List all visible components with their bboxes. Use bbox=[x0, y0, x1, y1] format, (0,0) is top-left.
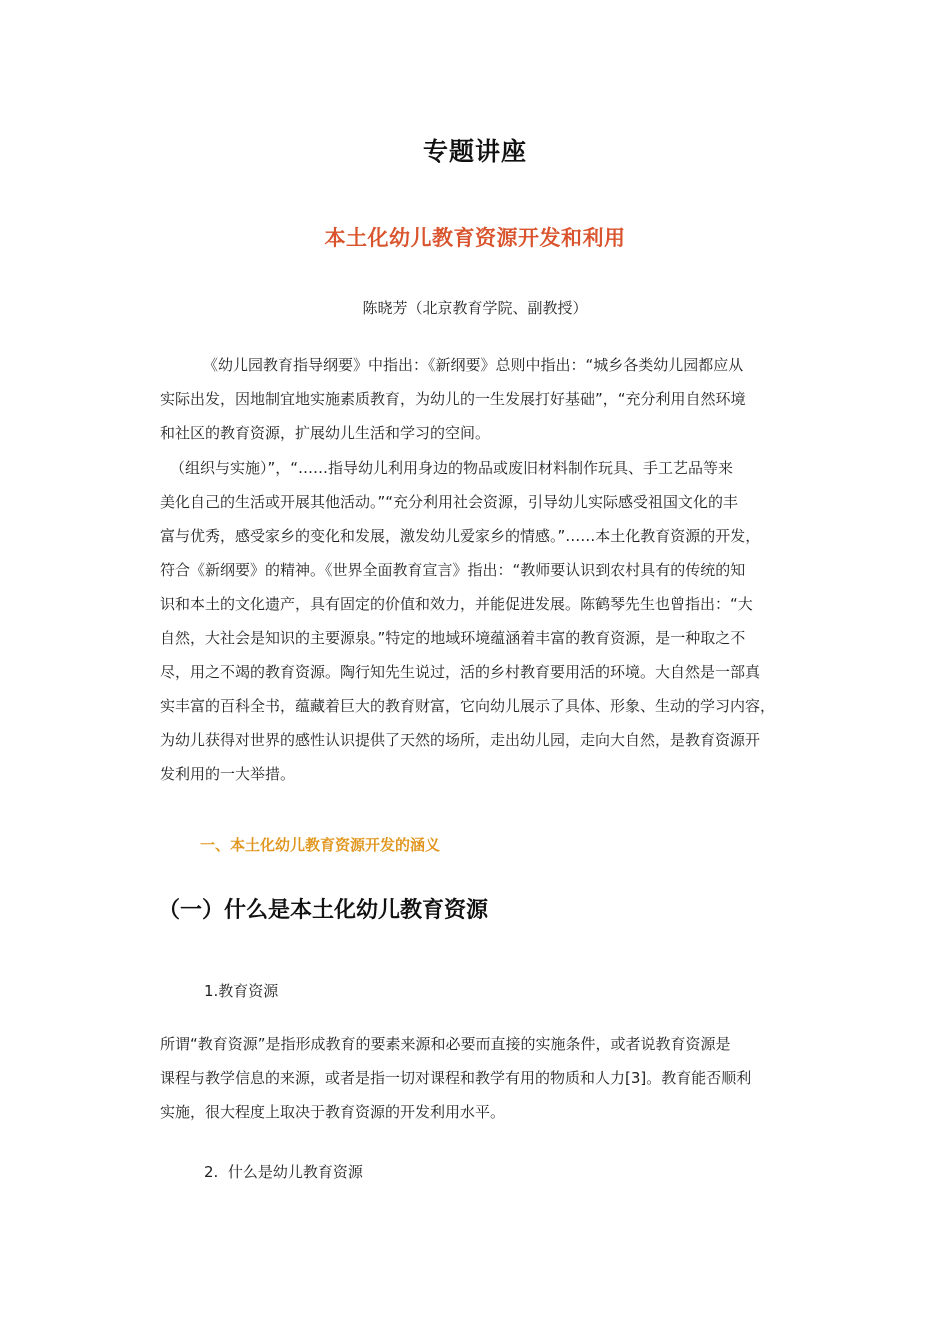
paragraph-line: 和社区的教育资源，扩展幼儿生活和学习的空间。 bbox=[160, 424, 491, 442]
paragraph-body bbox=[160, 451, 800, 791]
paragraph-line: 尽，用之不竭的教育资源。陶行知先生说过，活的乡村教育要用活的环境。大自然是一部真 bbox=[160, 663, 761, 681]
paragraph-line: 所谓“教育资源”是指形成教育的要素来源和必要而直接的实施条件，或者说教育资源是 bbox=[160, 1035, 731, 1053]
paragraph-line: （组织与实施）”，“……指导幼儿利用身边的物品或废旧材料制作玩具、手工艺品等来 bbox=[170, 459, 734, 477]
paragraph-line: 《幼儿园教育指导纲要》中指出：《新纲要》总则中指出：“城乡各类幼儿园都应从 bbox=[203, 356, 744, 374]
document-subtitle: 本土化幼儿教育资源开发和利用 bbox=[324, 226, 626, 250]
paragraph-line: 识和本土的文化遗产，具有固定的价值和效力，并能促进发展。陈鹤琴先生也曾指出：“大 bbox=[160, 595, 753, 613]
paragraph-line: 发利用的一大举措。 bbox=[160, 765, 296, 783]
paragraph-line: 美化自己的生活或开展其他活动。”“充分利用社会资源，引导幼儿实际感受祖国文化的丰 bbox=[160, 493, 739, 511]
paragraph-line: 实际出发，因地制宜地实施素质教育，为幼儿的一生发展打好基础”，“充分利用自然环境 bbox=[160, 390, 746, 408]
item-heading-preschool-resources: 2. 什么是幼儿教育资源 bbox=[204, 1163, 363, 1181]
section-heading: 一、本土化幼儿教育资源开发的涵义 bbox=[200, 836, 441, 854]
subsection-heading: （一）什么是本土化幼儿教育资源 bbox=[158, 898, 489, 923]
paragraph-line: 课程与教学信息的来源，或者是指一切对课程和教学有用的物质和人力[3]。教育能否顺利 bbox=[160, 1069, 752, 1087]
paragraph-line: 富与优秀，感受家乡的变化和发展，激发幼儿爱家乡的情感。”……本土化教育资源的开发， bbox=[160, 527, 761, 545]
paragraph-line: 实施，很大程度上取决于教育资源的开发利用水平。 bbox=[160, 1103, 506, 1121]
paragraph-line: 符合《新纲要》的精神。《世界全面教育宣言》指出：“教师要认识到农村具有的传统的知 bbox=[160, 561, 746, 579]
paragraph-line: 自然，大社会是知识的主要源泉。”特定的地域环境蕴涵着丰富的教育资源，是一种取之不 bbox=[160, 629, 746, 647]
document-author: 陈晓芳（北京教育学院、副教授） bbox=[362, 299, 588, 317]
document-title: 专题讲座 bbox=[422, 137, 527, 166]
paragraph-line: 为幼儿获得对世界的感性认识提供了天然的场所，走出幼儿园，走向大自然，是教育资源开 bbox=[160, 731, 761, 749]
paragraph-line: 实丰富的百科全书，蕴藏着巨大的教育财富，它向幼儿展示了具体、形象、生动的学习内容， bbox=[160, 697, 776, 715]
paragraph-intro bbox=[160, 348, 800, 450]
item-heading-education-resources: 1.教育资源 bbox=[204, 982, 279, 1000]
paragraph-education-resources bbox=[160, 1027, 800, 1129]
